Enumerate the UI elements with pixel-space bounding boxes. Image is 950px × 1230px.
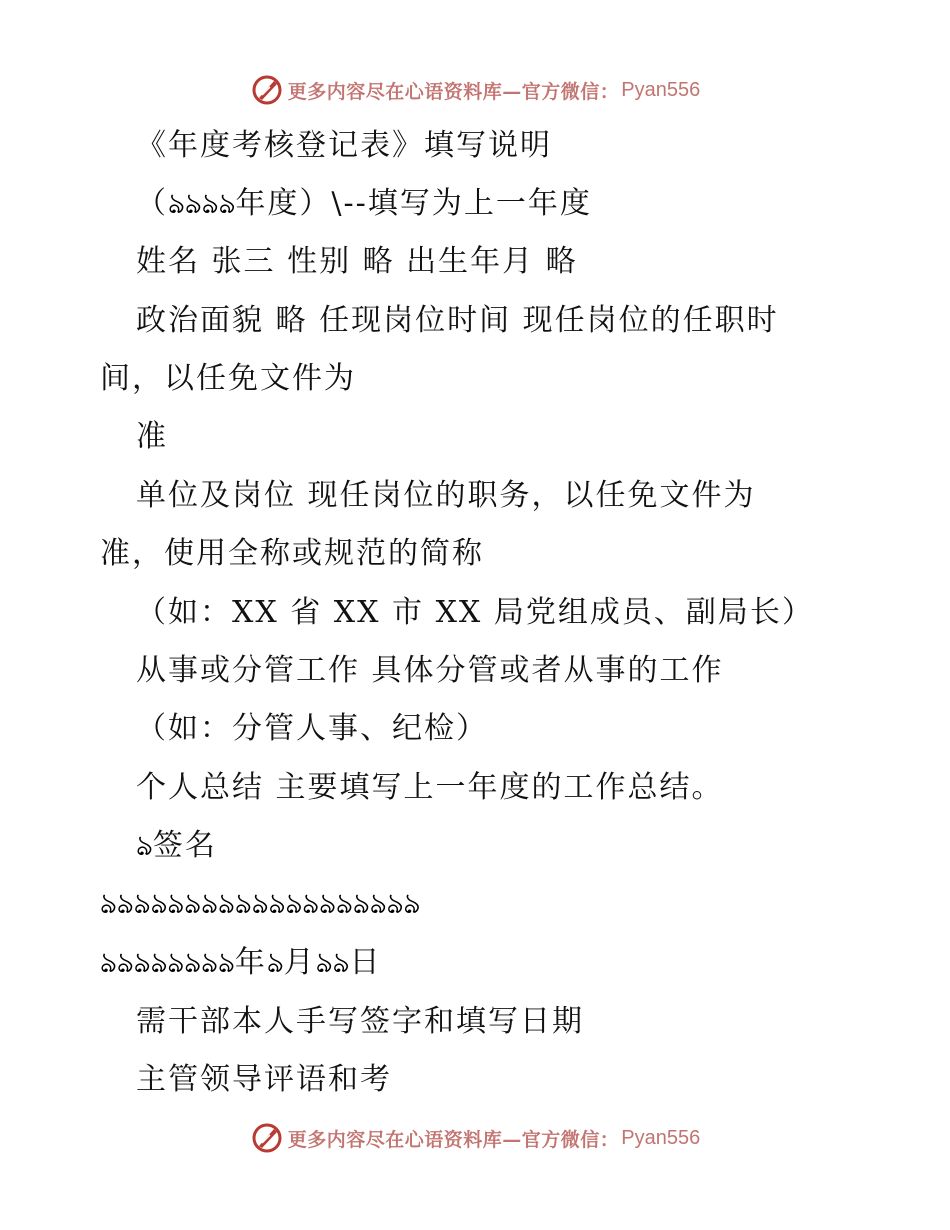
ornament-icon: ঌ (266, 946, 284, 979)
banner-text: 更多内容尽在心语资料库—官方微信： (287, 1128, 620, 1151)
ornament-icon: ঌঌঌঌঌঌঌঌ (100, 946, 235, 979)
work-line: 从事或分管工作 具体分管或者从事的工作 (136, 653, 724, 688)
ornament-row (100, 884, 420, 924)
doc-title: 《年度考核登记表》填写说明 (136, 128, 552, 163)
summary-line: 个人总结 主要填写上一年度的工作总结。 (136, 770, 724, 805)
banner-brand: Pyan556 (621, 1126, 701, 1149)
banner-brand: Pyan556 (621, 78, 701, 101)
year-open-paren: （ (136, 186, 168, 221)
banner-text: 更多内容尽在心语资料库—官方微信： (287, 80, 620, 103)
unit-line: 单位及岗位 现任岗位的职务，以任免文件为 (136, 478, 756, 513)
date-month: 月 (283, 945, 316, 980)
unit-line-cont: 准，使用全称或规范的简称 (100, 536, 484, 571)
name-line: 姓名 张三 性别 略 出生年月 略 (136, 244, 578, 279)
date-year: 年 (234, 945, 267, 980)
leader-comment-line: 主管领导评语和考 (136, 1062, 392, 1097)
date-line (100, 943, 381, 983)
ornament-icon: ঌঌঌঌ (168, 187, 236, 220)
year-line-text: 年度）\--填写为上一年度 (235, 186, 592, 221)
political-line: 政治面貌 略 任现岗位时间 现任岗位的任职时 (136, 303, 779, 338)
political-line-cont: 间，以任免文件为 (100, 361, 356, 396)
year-line (136, 184, 592, 224)
signature-note: 需干部本人手写签字和填写日期 (136, 1004, 584, 1039)
work-example: （如：分管人事、纪检） (136, 711, 488, 746)
quill-logo-icon (250, 1121, 284, 1155)
footer-banner (0, 1118, 950, 1158)
ornament-icon: ঌঌঌঌঌঌঌঌঌঌঌঌঌঌঌঌঌঌঌ (100, 887, 421, 920)
signature-label: 签名 (152, 828, 217, 863)
header-banner (0, 70, 950, 110)
ornament-icon: ঌ (136, 829, 153, 862)
signature-line (136, 826, 217, 866)
political-line-end: 准 (136, 419, 168, 454)
ornament-icon: ঌঌ (315, 946, 350, 979)
unit-example: （如：XX 省 XX 市 XX 局党组成员、副局长） (136, 595, 814, 630)
quill-logo-icon (250, 73, 284, 107)
date-day: 日 (349, 945, 382, 980)
